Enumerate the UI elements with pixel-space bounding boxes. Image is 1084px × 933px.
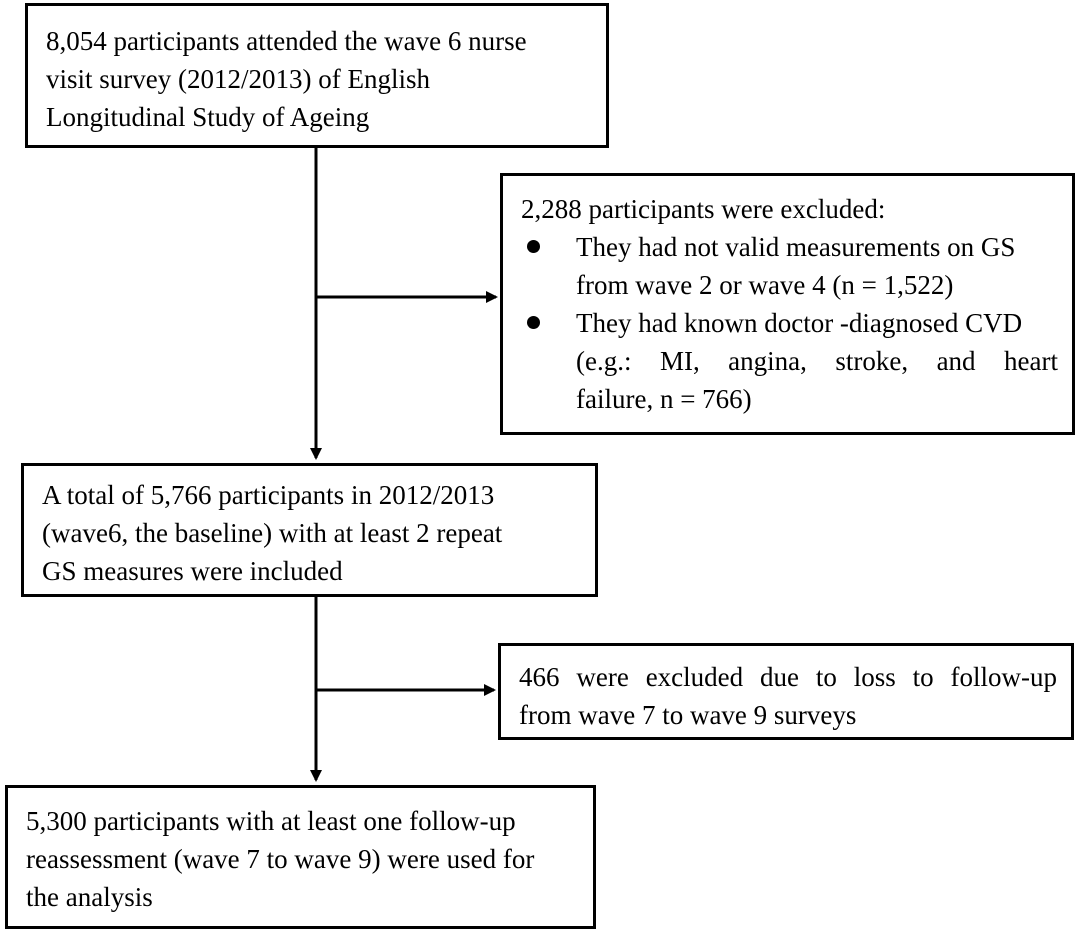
- exclusion-bullet-1: [521, 228, 1058, 304]
- bullet-dot-icon: [527, 240, 540, 253]
- exclusion-box-2: [498, 643, 1074, 740]
- exclusion-box-2-line-2: from wave 7 to wave 9 surveys: [519, 700, 857, 730]
- exclusion-box-1: [500, 173, 1075, 435]
- exclusion-box-1-heading: 2,288 participants were excluded:: [521, 194, 886, 224]
- start-box-line-1: 8,054 participants attended the wave 6 nurse: [46, 26, 527, 56]
- exclusion-box-2-line-1: 466 were excluded due to loss to follow-up: [519, 662, 1057, 692]
- final-box: [5, 785, 596, 929]
- start-box-line-2: visit survey (2012/2013) of English: [46, 64, 430, 94]
- exclusion-bullet-2-line-2: (e.g.: MI, angina, stroke, and heart: [576, 346, 1058, 376]
- included-box: [21, 463, 598, 597]
- bullet-dot-icon: [527, 316, 540, 329]
- final-box-line-3: the analysis: [26, 882, 153, 912]
- exclusion-bullet-1-line-1: They had not valid measurements on GS: [576, 232, 1016, 262]
- final-box-line-2: reassessment (wave 7 to wave 9) were used for: [26, 844, 535, 874]
- included-box-line-2: (wave6, the baseline) with at least 2 repeat: [42, 518, 503, 548]
- included-box-line-3: GS measures were included: [42, 556, 343, 586]
- exclusion-bullet-1-line-2: from wave 2 or wave 4 (n = 1,522): [576, 270, 954, 300]
- start-box-line-3: Longitudinal Study of Ageing: [46, 102, 370, 132]
- final-box-line-1: 5,300 participants with at least one follow-up: [26, 806, 516, 836]
- exclusion-bullet-2-line-1: They had known doctor -diagnosed CVD: [576, 308, 1023, 338]
- exclusion-bullet-2: [521, 304, 1058, 418]
- exclusion-bullet-2-line-3: failure, n = 766): [576, 384, 752, 414]
- included-box-line-1: A total of 5,766 participants in 2012/2013: [42, 480, 495, 510]
- start-box: [25, 3, 609, 148]
